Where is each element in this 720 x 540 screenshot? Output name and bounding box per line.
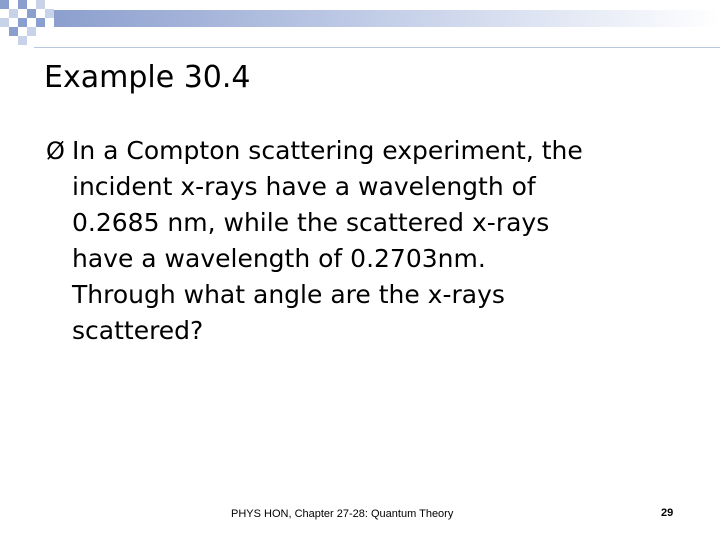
deco-square bbox=[0, 0, 9, 9]
bullet-text: In a Compton scattering experiment, the incident x-rays have a wavelength of 0.2685 nm, while the scattered x-rays have a wavelength of 0.2703nm. Through what angle are the x-rays scattered? bbox=[72, 136, 583, 345]
slide-body bbox=[46, 133, 698, 349]
deco-square bbox=[27, 27, 36, 36]
deco-square bbox=[9, 27, 18, 36]
deco-square bbox=[0, 18, 9, 27]
slide-title: Example 30.4 bbox=[44, 60, 251, 95]
bullet-item bbox=[46, 133, 698, 349]
deco-square bbox=[36, 0, 45, 9]
deco-square bbox=[36, 18, 45, 27]
page-number: 29 bbox=[661, 507, 674, 519]
arrow-bullet-icon: Ø bbox=[46, 137, 65, 165]
title-rule bbox=[34, 47, 720, 48]
header-decoration bbox=[0, 0, 720, 48]
deco-square bbox=[18, 18, 27, 27]
deco-square bbox=[27, 9, 36, 18]
footer-course-label: PHYS HON, Chapter 27-28: Quantum Theory bbox=[231, 508, 454, 520]
deco-square bbox=[45, 9, 54, 18]
deco-square bbox=[18, 36, 27, 45]
header-gradient-bar bbox=[54, 10, 720, 27]
deco-square bbox=[18, 0, 27, 9]
deco-square bbox=[9, 9, 18, 18]
